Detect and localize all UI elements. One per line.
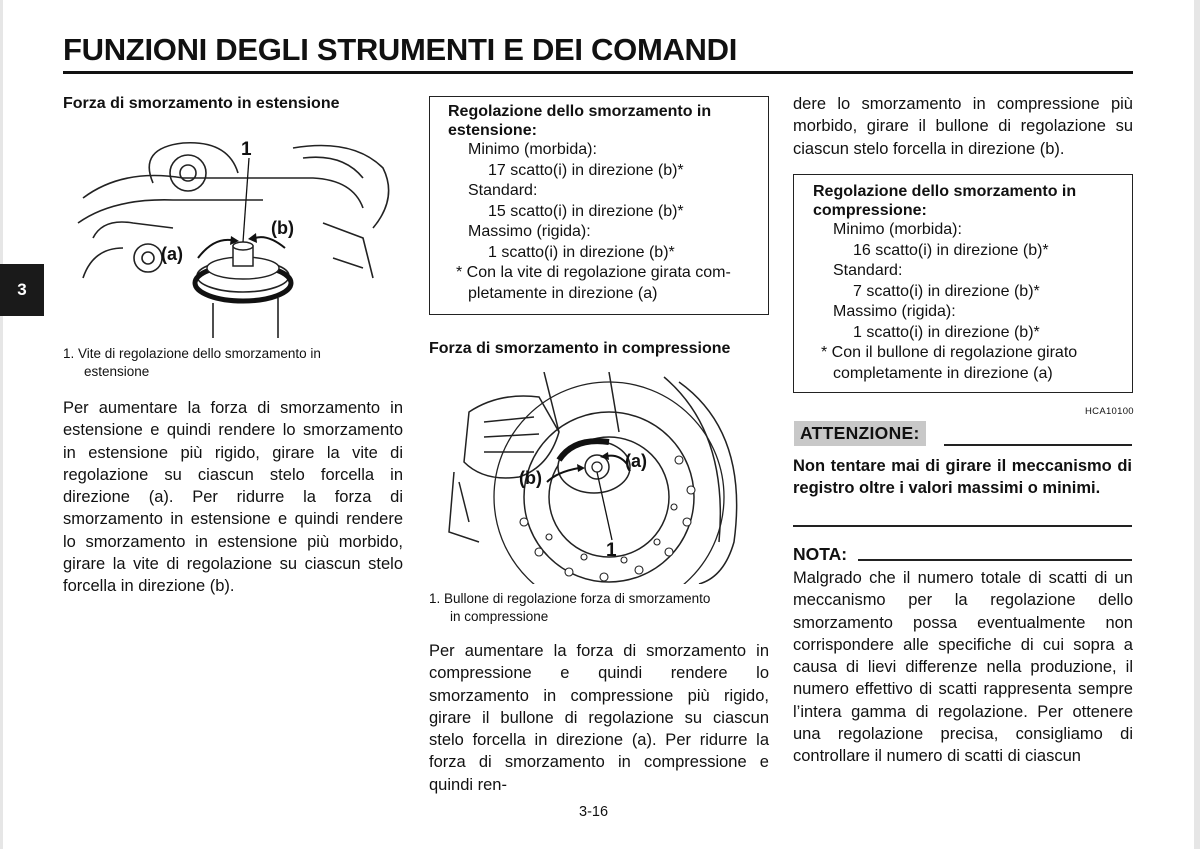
rebound-settings-box <box>429 96 769 315</box>
compression-figure-caption <box>429 590 774 626</box>
page-edge-right <box>1194 0 1200 849</box>
rebound-figure-label-1: 1 <box>241 139 252 160</box>
compression-box-title: Regolazione dello smorzamento in <box>813 183 1077 200</box>
rebound-setting-label: Massimo (rigida): <box>468 223 591 240</box>
page-edge-left <box>0 0 3 849</box>
nota-text: Malgrado che il numero totale di scatti di un meccanismo per la regolazione dello smorzamento possa eventualmente non corrispondere alle specifiche di cui sopra a causa di lievi differenze nella produzione, il numero effettivo di scatti rappresenta sempre l’intera gamma di regolazione. Per ottenere una regolazione precisa, consigliamo di controllare il numero di scatti di ciascun <box>793 569 1133 766</box>
rebound-caption-line: estensione <box>84 364 150 379</box>
rebound-figure-label-b: (b) <box>271 218 294 238</box>
title-rule <box>63 71 1133 74</box>
attention-label: ATTENZIONE: <box>794 421 926 446</box>
compression-setting-value: 1 scatto(i) in direzione (b)* <box>853 323 1040 341</box>
nota-label: NOTA: <box>793 544 848 564</box>
compression-box-footnote: * Con il bullone di regolazione girato <box>821 344 1078 361</box>
rebound-box-footnote: * Con la vite di regolazione girata com- <box>456 264 731 281</box>
attention-end-rule <box>793 525 1132 527</box>
compression-box-title: compressione: <box>813 202 927 219</box>
rebound-caption-line: 1. Vite di regolazione dello smorzamento in <box>63 346 321 361</box>
rebound-paragraph: Per aumentare la forza di smorzamento in estensione e quindi rendere lo smorzamento in estensione più rigido, girare la vite di regolazione su ciascun stelo forcella in direzione (a). Per ridurre la forza di smorzamento in estensione e quindi rendere lo smorzamento in estensione più morbido, girare la vite di regolazione su ciascun stelo forcella in direzione (b). <box>63 399 403 596</box>
rebound-figure-caption <box>63 345 403 381</box>
compression-caption-line: in compressione <box>450 609 549 624</box>
rebound-box-footnote: pletamente in direzione (a) <box>468 284 658 302</box>
rebound-damping-illustration <box>63 128 403 340</box>
compression-paragraph: Per aumentare la forza di smorzamento in compressione e quindi rendere lo smorzamento in compressione più rigido, girare il bullone di regolazione su ciascun stelo forcella in direzione (a). Per ridurre la forza di smorzamento in compressione e quindi ren- <box>429 642 769 794</box>
compression-damping-illustration <box>429 372 769 584</box>
rebound-setting-label: Minimo (morbida): <box>468 141 597 158</box>
compression-heading: Forza di smorzamento in compressione <box>429 340 731 357</box>
rebound-figure-label-a: (a) <box>161 244 183 264</box>
compression-paragraph-continued: dere lo smorzamento in compressione più morbido, girare il bullone di regolazione su ciascun stelo forcella in direzione (b). <box>793 95 1133 158</box>
compression-figure-label-a: (a) <box>625 451 647 471</box>
compression-setting-value: 16 scatto(i) in direzione (b)* <box>853 241 1049 259</box>
rebound-box-title: Regolazione dello smorzamento in <box>448 103 712 120</box>
compression-setting-label: Massimo (rigida): <box>833 303 956 320</box>
attention-rule <box>944 444 1132 446</box>
rebound-setting-label: Standard: <box>468 182 538 199</box>
compression-caption-line: 1. Bullone di regolazione forza di smorzamento <box>429 591 711 606</box>
compression-figure-label-b: (b) <box>519 468 542 488</box>
chapter-tab: 3 <box>0 264 44 316</box>
compression-setting-label: Standard: <box>833 262 903 279</box>
nota-rule <box>858 559 1132 561</box>
compression-settings-box <box>793 174 1133 393</box>
rebound-setting-value: 1 scatto(i) in direzione (b)* <box>488 243 675 261</box>
attention-text: Non tentare mai di girare il meccanismo di registro oltre i valori massimi o minimi. <box>793 457 1132 497</box>
compression-box-footnote: completamente in direzione (a) <box>833 364 1053 382</box>
rebound-box-title: estensione: <box>448 122 537 139</box>
reference-code: HCA10100 <box>1085 406 1134 417</box>
compression-figure-label-1: 1 <box>606 540 617 561</box>
compression-setting-label: Minimo (morbida): <box>833 221 962 238</box>
rebound-setting-value: 17 scatto(i) in direzione (b)* <box>488 161 684 179</box>
rebound-heading: Forza di smorzamento in estensione <box>63 95 340 112</box>
rebound-setting-value: 15 scatto(i) in direzione (b)* <box>488 202 684 220</box>
page-number: 3-16 <box>579 804 609 820</box>
page-title: FUNZIONI DEGLI STRUMENTI E DEI COMANDI <box>63 32 738 67</box>
compression-setting-value: 7 scatto(i) in direzione (b)* <box>853 282 1040 300</box>
